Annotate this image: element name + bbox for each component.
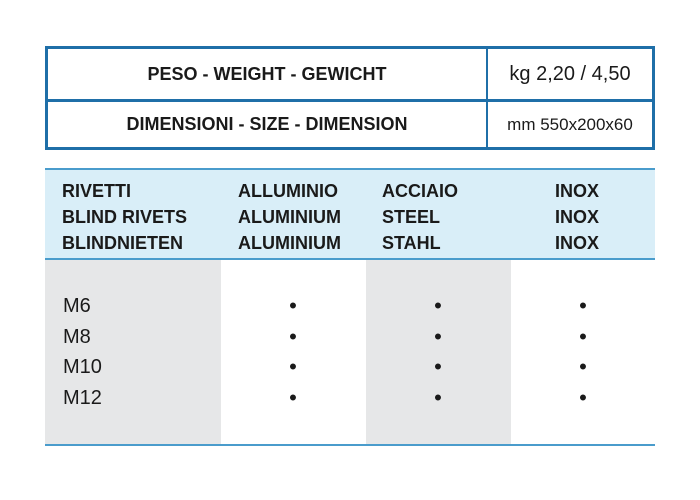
weight-label: PESO - WEIGHT - GEWICHT (48, 49, 488, 99)
size-value: mm 550x200x60 (507, 114, 633, 134)
size-row (48, 102, 652, 147)
bullet-icon: • (579, 323, 587, 349)
spec-table (45, 46, 655, 150)
header-text: INOX (555, 181, 600, 201)
bullet-icon: • (434, 354, 442, 379)
inox-availability (568, 291, 598, 413)
weight-row (48, 49, 652, 102)
bullet-icon: • (289, 384, 297, 410)
header-text: BLIND RIVETS (62, 207, 188, 227)
bullet-icon: • (579, 293, 587, 318)
bullet-icon: • (289, 293, 297, 318)
bullet-icon: • (579, 384, 587, 410)
header-text: ALLUMINIO (238, 181, 338, 201)
table-bottom-rule (45, 444, 655, 446)
header-text: ACCIAIO (382, 181, 458, 201)
bullet-icon: • (579, 354, 587, 379)
steel-availability (423, 291, 453, 413)
header-text: STAHL (382, 233, 441, 253)
header-inox (555, 178, 599, 256)
header-rivets (62, 178, 187, 256)
header-text: ALUMINIUM (238, 207, 341, 227)
header-text: STEEL (382, 207, 441, 227)
size-list (63, 291, 102, 413)
rivets-header (45, 168, 655, 260)
size-label: DIMENSIONI - SIZE - DIMENSION (48, 102, 488, 147)
rivets-body (45, 260, 655, 446)
bullet-icon: • (289, 323, 297, 349)
size-m12: M12 (63, 386, 102, 409)
header-text: INOX (555, 233, 600, 253)
bullet-icon: • (434, 384, 442, 410)
header-text: RIVETTI (62, 181, 132, 201)
header-text: INOX (555, 207, 600, 227)
header-text: BLINDNIETEN (62, 233, 183, 253)
bullet-icon: • (434, 323, 442, 349)
aluminium-availability (278, 291, 308, 413)
weight-value: kg 2,20 / 4,50 (509, 62, 631, 85)
header-text: ALUMINIUM (238, 233, 341, 253)
rivets-table (45, 168, 655, 446)
size-m10: M10 (63, 356, 102, 378)
size-m6: M6 (63, 295, 91, 317)
size-m8: M8 (63, 325, 91, 348)
header-steel (382, 178, 458, 256)
bullet-icon: • (434, 293, 442, 318)
header-aluminium (238, 178, 341, 256)
bullet-icon: • (289, 354, 297, 379)
